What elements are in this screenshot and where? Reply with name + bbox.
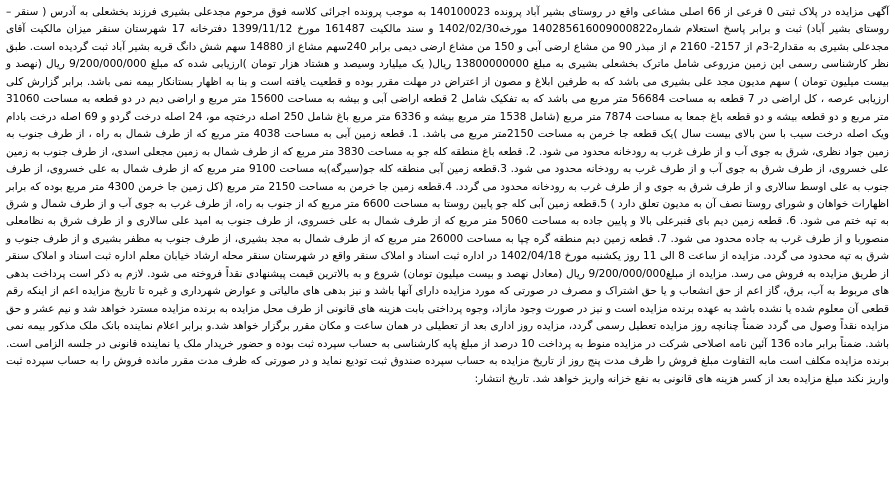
auction-notice-text: آگهی مزایده در پلاک ثبتی 0 فرعی از 66 اصلی مشاعی واقع در روستای بشیر آباد پرونده 140100023 به موجب پرونده اجرائی کلاسه فوق مرحوم مجدعلی بشیری فرزند بخشعلی به آدرس ( سنقر – روستای بشیر آباد) ثبت و برابر پاسخ استعلام شماره140285616009000822 مورخه1402/02/30 و سند مالکیت 161487 مورخ 1399/11/12 دفترخانه 17 شهرستان سنقر میزان مالکیت آقای مجدعلی بشیری به مقدار2-3م از 2157- 2160 م از مبذر 90 من مشاع ارضی آبی و 150 من مشاع ارضی دیمی برابر 240سهم مشاع از 14880 سهم شش دانگ قریه بشیر آباد ثبت گردیده است. طبق نظر کارشناسی رسمی این زمین مزروعی شامل ماترک بخشعلی بشیری به مبلغ 13800000000 ریال( یک میلیارد وسیصد و هشتاد هزار تومان )ارزیابی شده که مبلغ 9/200/000/000 ریال (نهصد و بیست میلیون تومان ) سهم مدیون مجد علی بشیری می باشد که به طرفین ابلاغ و مصون از اعتراض در مهلت مقرر بوده و قطعیت یافته است و بنا به اظهار بستانکار بیمه نمی باشد. برابر گزارش کلی ارزیابی عرصه ، کل اراضی در 7 قطعه به مساحت 56684 متر مربع می باشد که به تفکیک شامل 2 قطعه اراضی آبی و بیشه به مساحت 15600 متر مربع و اراضی دیم در دو قطعه به مساحت 31060 متر مربع و دو قطعه بیشه و دو قطعه باغ جمعا به مساحت 7874 متر مربع (شامل 1538 متر مربع بیشه و 6336 متر مربع باغ شامل 250 اصله درختچه مو، 24 اصله درخت گردو و 69 اصله درخت بادام ویک اصله درخت سیب با سن بالای بیست سال )یک قطعه جا خرمن به مساحت 2150متر مربع می باشد. 1. قطعه زمین آبی به مساحت 4038 متر مربع که از طرف شمال به راه ، از طرف جنوب به زمین جواد نظری، شرق به جوی آب و از طرف غرب به رودخانه محدود می شود. 2. قطعه باغ منطقه کله جو به مساحت 3830 متر مربع که از طرف شمال به زمین مجعلی اسدی، از طرف جنوب به زمین علی خسروی، از طرف شرق به جوی آب و از طرف غرب به رودخانه محدود می شود. 3.قطعه زمین آبی منطقه کله جو(سیرگه)به مساحت 9100 متر مربع که از طرف شمال به علی خسروی، از طرف جنوب به علی اوسط سالاری و از طرف شرق به جوی و از طرف غرب به رودخانه محدود می گردد. 4.قطعه زمین جا خرمن به مساحت 2150 متر مربع (کل زمین جا خرمن 4300 متر مربع بوده که برابر اظهارات خواهان و شورای روستا نصف آن به مدیون تعلق دارد ) 5.قطعه زمین آبی کله جو پایین روستا به مساحت 6600 متر مربع که از جنوب به راه، از طرف غرب به جوی آب و از طرف شمال و شرق به تپه ختم می شود. 6. قطعه زمین دیم بای قنبرعلی بالا و پایین جاده به مساحت 5060 متر مربع که از طرف شمال به علی خسروی، از طرف جنوب به امید علی سالاری و از طرف شرق به نظامعلی منصوربا و از طرف غرب به جاده محدود می شود. 7. قطعه زمین دیم منطقه گره چپا به مساحت 26000 متر مربع که از طرف شمال به مجد بشیری، از طرف جنوب به مظفر بشیری و از طرف جنوب و شرق به تپه محدود می گردد. مزایده از ساعت 8 الی 11 روز یکشنبه مورخ 1402/04/18 در اداره ثبت اسناد و املاک سنقر واقع در شهرستان سنقر محله ارشاد خیابان معلم اداره ثبت اسناد و املاک سنقر از طریق مزایده به فروش می رسد. مزایده از مبلغ9/200/000/000 ریال (معادل نهصد و بیست میلیون تومان) شروع و به بالاترین قیمت پیشنهادی نقداً فروخته می شود. لازم به ذکر است پرداخت بدهی های مربوط به آب، برق، گاز اعم از حق انشعاب و یا حق اشتراک و مصرف در صورتی که مورد مزایده دارای آنها باشد و نیز بدهی های مالیاتی و عوارض شهرداری و غیره تا تاریخ مزایده اعم از اینکه رقم قطعی آن معلوم شده یا نشده باشد به عهده برنده مزایده است و نیز در صورت وجود مازاد، وجوه پرداختی بابت هزینه های قانونی از طرف محل مزایده به برنده مزایده مسترد خواهد شد و نیم عشر و حق مزایده نقداً وصول می گردد ضمناً چنانچه روز مزایده تعطیل رسمی گردد، مزایده روز اداری بعد از تعطیلی در همان ساعت و مکان مقرر برگزار خواهد شد.و برابر اعلام نماینده بانک ملک مذکور بیمه نمی باشد. ضمناً برابر ماده 136 آئین نامه اصلاحی شرکت در مزایده منوط به پرداخت 10 درصد از مبلغ پایه کارشناسی به حساب سپرده ثبت بوده و حضور خریدار ملک یا نماینده قانونی در جلسه الزامی است. برنده مزایده مکلف است مابه التفاوت مبلغ فروش را ظرف مدت پنج روز از تاریخ مزایده به حساب سپرده صندوق ثبت تودیع نماید و در صورتی که ظرف مدت مقرر مانده فروش را به حساب سپرده ثبت واریز نکند مبلغ مزایده بعد از کسر هزینه های قانونی به نفع خزانه واریز خواهد شد. تاریخ انتشار:: [6, 6, 890, 385]
